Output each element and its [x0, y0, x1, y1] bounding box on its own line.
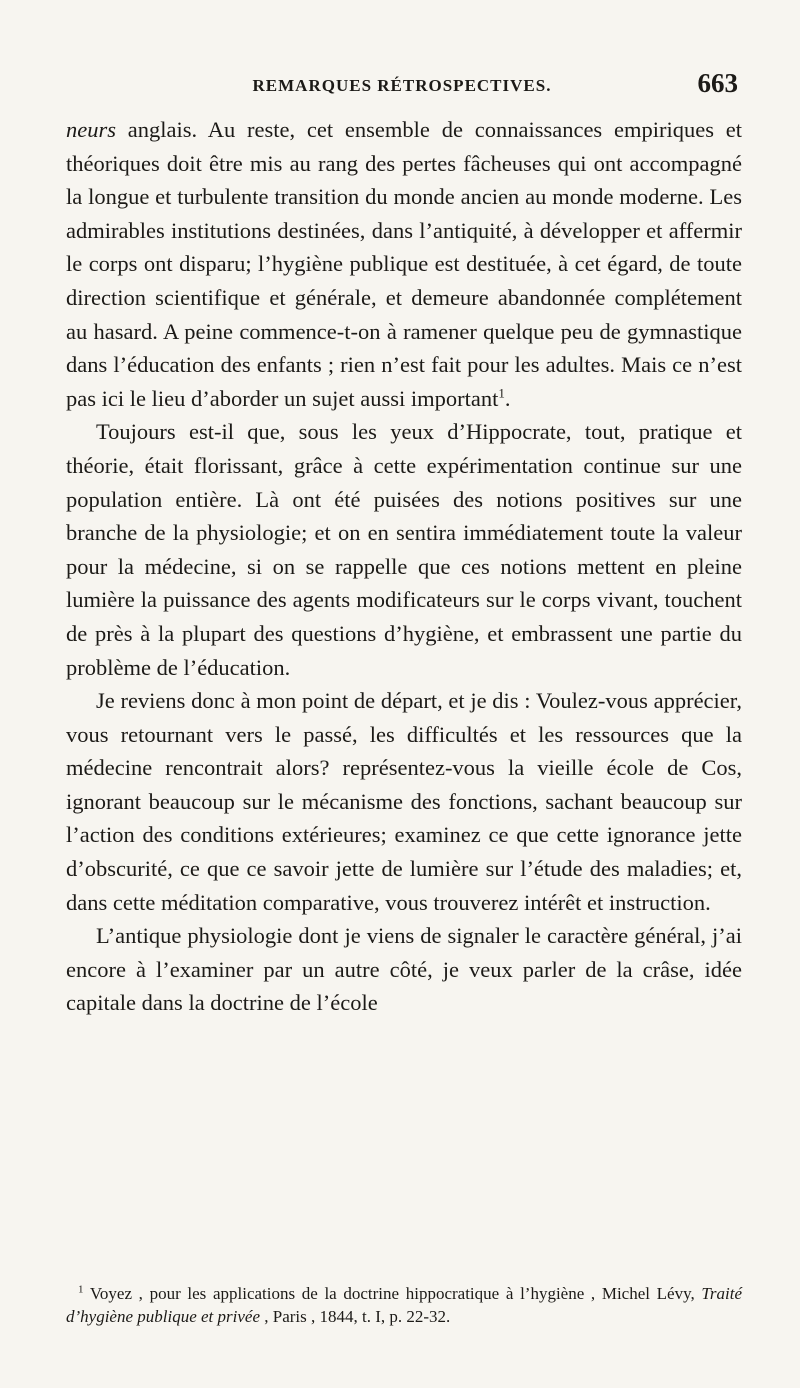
running-header: [66, 68, 738, 108]
page-number: 663: [697, 68, 738, 98]
footnote-text-before: Voyez , pour les applications de la doctrine hippocratique à l’hygiène , Michel Lévy,: [83, 1284, 702, 1303]
footnote-mark: 1: [78, 1283, 84, 1296]
running-title: REMARQUES RÉTROSPECTIVES.: [252, 76, 552, 95]
paragraph-3: Je reviens donc à mon point de départ, et je dis : Voulez-vous apprécier, vous retournant vers le passé, les difficultés et les ressources que la médecine rencontrait alors? représentez-vous la vieille école de Cos, ignorant beaucoup sur le mécanisme des fonctions, sachant beaucoup sur l’action des conditions extérieures; examinez ce que cette ignorance jette d’obscurité, ce que ce savoir jette de lumière sur l’étude des maladies; et, dans cette méditation comparative, vous trouverez intérêt et instruction.: [66, 688, 742, 915]
footnote-book-title: Traité d’hygiène publique et privée: [66, 1284, 742, 1326]
footnote: [66, 1283, 742, 1328]
paragraph-1-end: .: [504, 385, 511, 411]
paragraph-1-text: anglais. Au reste, cet ensemble de connaissances empiriques et théoriques doit être mis au rang des pertes fâcheuses qui ont accompagné la longue et turbulente transition du monde ancien au monde moderne. Les admirables institutions destinées, dans l’antiquité, à développer et affermir le corps ont disparu; l’hygiène publique est destituée, à cet égard, de toute direction scientifique et générale, et demeure abandonnée complétement au hasard. A peine commence-t-on à ramener quelque peu de gymnastique dans l’éducation des enfants ; rien n’est fait pour les adultes. Mais ce n’est pas ici le lieu d’aborder un sujet aussi important: [66, 117, 742, 411]
footnote-text: [66, 1283, 742, 1328]
footnote-text-after: , Paris , 1844, t. I, p. 22-32.: [260, 1306, 451, 1326]
footnote-reference[interactable]: 1: [498, 385, 505, 401]
paragraph-2: Toujours est-il que, sous les yeux d’Hippocrate, tout, pratique et théorie, était florissant, grâce à cette expérimentation continue sur une population entière. Là ont été puisées des notions positives sur une branche de la physiologie; et on en sentira immédiatement toute la valeur pour la médecine, si on se rappelle que ces notions mettent en pleine lumière la puissance des agents modificateurs sur le corps vivant, touchent de près à la plupart des questions d’hygiène, et embrassent une partie du problème de l’éducation.: [66, 419, 742, 680]
italic-word: neurs: [66, 117, 116, 142]
body-text: [66, 113, 742, 1020]
paragraph-4: L’antique physiologie dont je viens de signaler le caractère général, j’ai encore à l’examiner par un autre côté, je veux parler de la crâse, idée capitale dans la doctrine de l’école: [66, 923, 742, 1016]
paragraph-1: [66, 113, 742, 415]
